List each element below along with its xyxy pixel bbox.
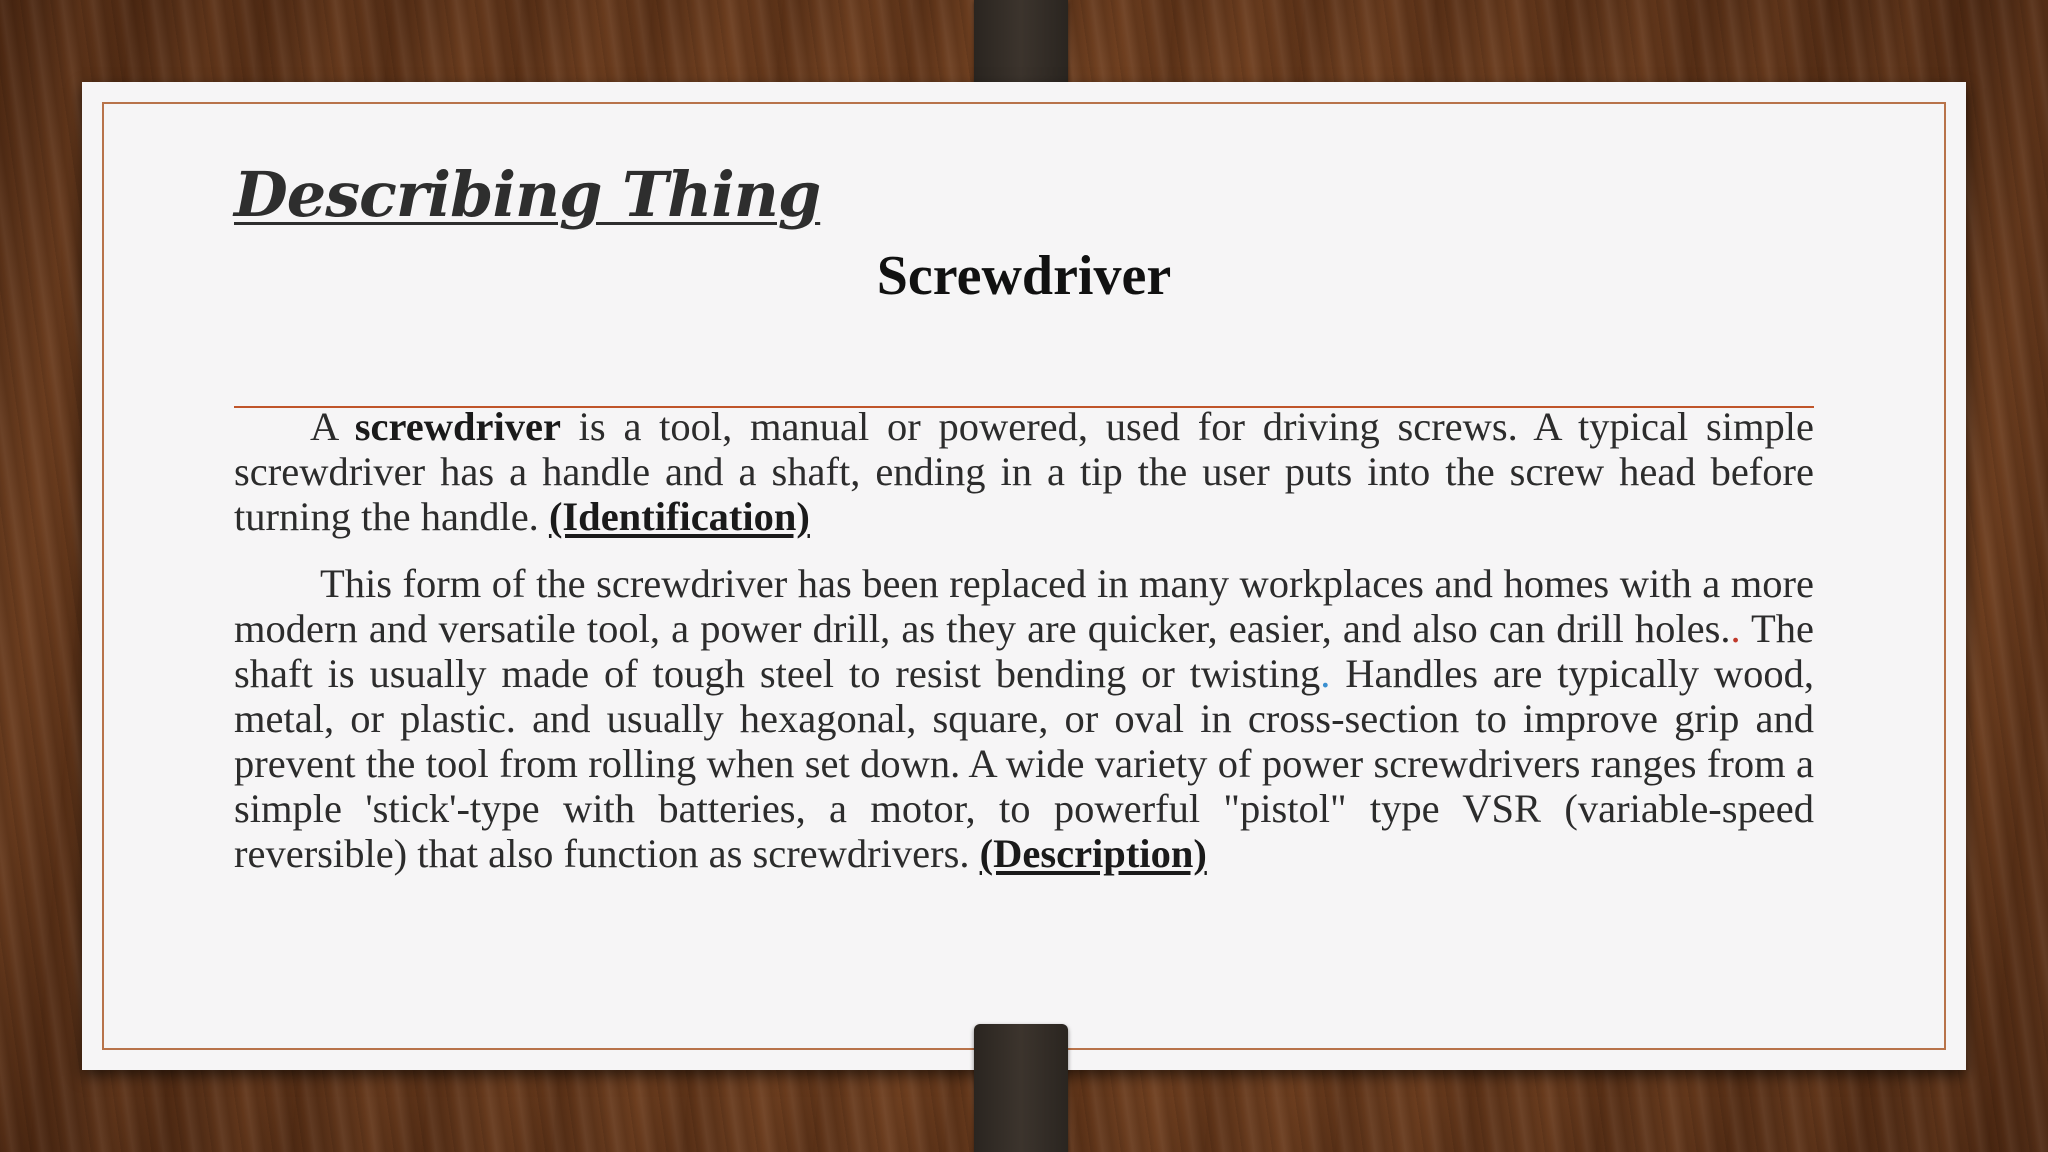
p2-red-dot: . — [1730, 606, 1741, 651]
identification-label: (Identification) — [548, 494, 810, 539]
slide-heading: Describing Thing — [234, 158, 821, 231]
p1-intro: A — [310, 404, 355, 449]
p2-part1: This form of the screwdriver has been replaced in many workplaces and homes with a more modern and versatile tool, a power drill, as they are quicker, easier, and also can drill holes. — [234, 561, 1814, 651]
description-paragraph — [234, 561, 1814, 876]
p2-part2: The shaft is usually made of tough steel to resist bending or twisting — [234, 606, 1815, 696]
slide-body — [234, 404, 1814, 876]
bottom-clip-strap — [974, 1024, 1068, 1152]
slide-subheading: Screwdriver — [876, 245, 1172, 307]
identification-paragraph — [234, 404, 1814, 539]
p1-term: screwdriver — [354, 404, 561, 449]
p2-part3: Handles are typically wood, metal, or plastic. and usually hexagonal, square, or oval in cross-section to improve grip and prevent the tool from rolling when set down. A wide variety of power screwdrivers ranges from a simple 'stick'-type with batteries, a motor, to powerful "pistol" type VSR (variable-speed reversible) that also function as screwdrivers. — [234, 651, 1814, 876]
p2-blue-dot: . — [1320, 651, 1331, 696]
description-label: (Description) — [979, 831, 1207, 876]
p1-text: is a tool, manual or powered, used for driving screws. A typical simple screwdriver has a handle and a shaft, ending in a tip the user puts into the screw head before turning the handle. — [234, 404, 1815, 539]
